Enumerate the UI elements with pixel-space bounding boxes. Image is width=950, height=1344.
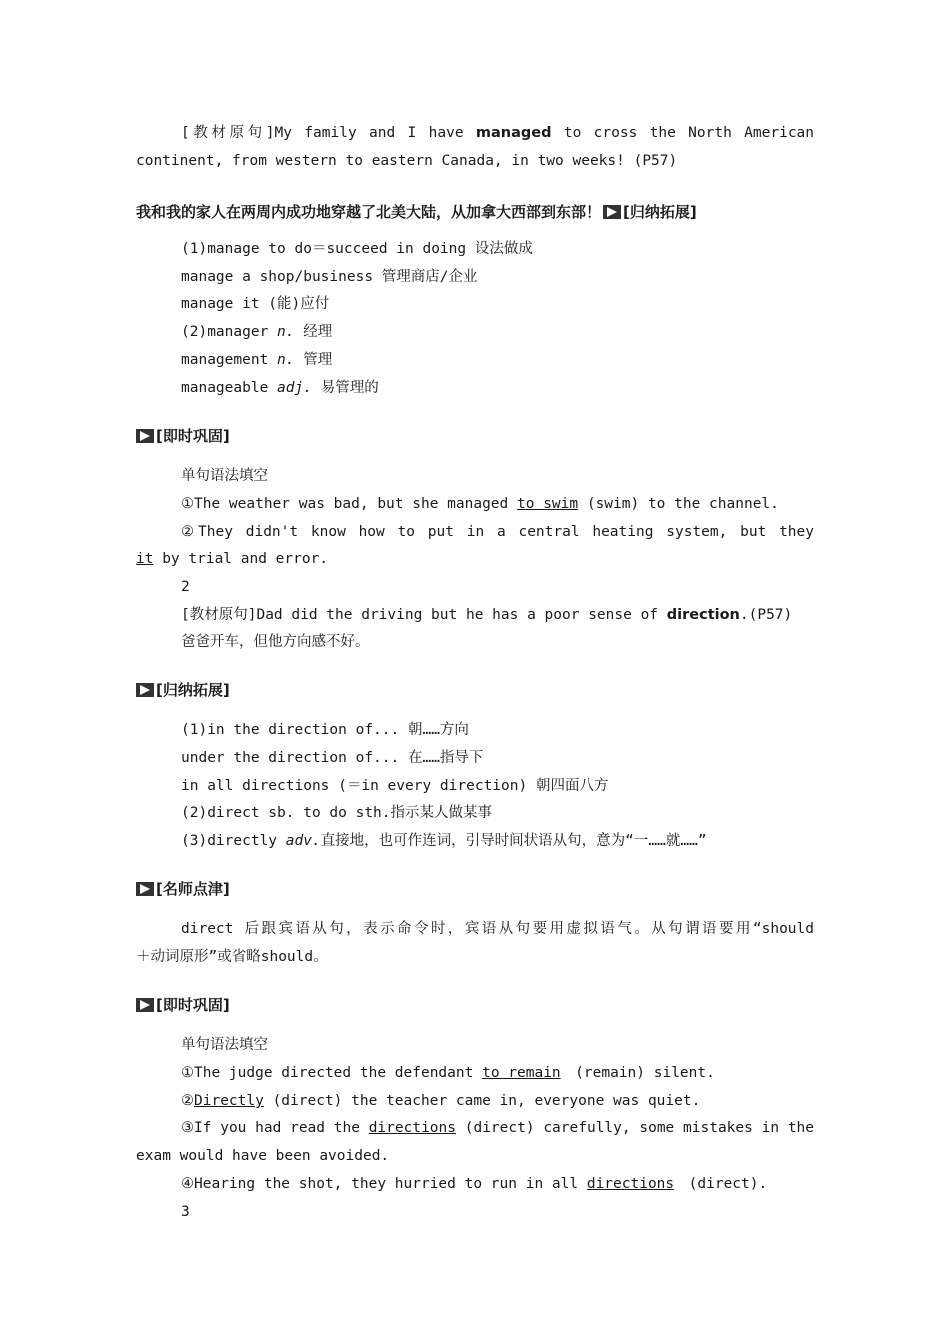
- translation-text: 我和我的家人在两周内成功地穿越了北美大陆，从加拿大西部到东部！: [136, 203, 602, 221]
- word: (2)manager: [181, 324, 269, 340]
- play-triangle-icon: [136, 429, 154, 443]
- section-header-label: [即时巩固]: [156, 427, 230, 445]
- answer: to remain: [482, 1065, 561, 1081]
- item-number: 2: [181, 579, 190, 595]
- section-header-label: [即时巩固]: [156, 996, 230, 1014]
- play-triangle-icon: [136, 882, 154, 896]
- answer: to swim: [517, 496, 579, 512]
- q-text: (direct).: [674, 1176, 768, 1192]
- q-text: (direct) carefully, some mistakes in the: [456, 1120, 814, 1136]
- answer: it: [136, 551, 154, 567]
- textbook-sentence-text-cont: to cross the North American: [563, 125, 814, 141]
- exercise-q1: [181, 494, 779, 514]
- meaning: 易管理的: [320, 380, 379, 396]
- expand-item: (1)manage to do＝succeed in doing 设法做成: [181, 241, 533, 257]
- exercise-task: 单句语法填空: [181, 468, 268, 484]
- part-of-speech: n.: [277, 352, 295, 368]
- section-header-practice: [136, 426, 230, 446]
- section-header-label: [名师点津]: [156, 880, 230, 898]
- play-triangle-icon: [136, 998, 154, 1012]
- q-text: ①The weather was bad, but she managed: [181, 496, 517, 512]
- text: [教材原句]Dad did the driving but he has a poor sense of: [181, 607, 667, 623]
- answer: Directly: [194, 1093, 264, 1109]
- q-text: ②: [181, 1093, 194, 1109]
- exercise-task: 单句语法填空: [181, 1037, 268, 1053]
- answer: directions: [368, 1120, 456, 1136]
- expand-item: under the direction of... 在……指导下: [181, 750, 484, 766]
- expand-item: manage it (能)应付: [181, 296, 330, 312]
- exercise-q3-line1: [136, 1118, 814, 1138]
- tip-line1: direct 后跟宾语从句，表示命令时，宾语从句要用虚拟语气。从句谓语要用“should: [181, 921, 814, 937]
- section-header-practice: [136, 995, 230, 1015]
- part-of-speech: adv.: [285, 833, 321, 849]
- textbook-sentence-line2: continent, from western to eastern Canada, in two weeks! (P57): [136, 153, 678, 169]
- textbook-sentence-line1: [136, 123, 814, 143]
- part-of-speech: adj.: [277, 380, 312, 396]
- translation-text: 爸爸开车，但他方向感不好。: [181, 634, 370, 650]
- expand-item: (1)in the direction of... 朝……方向: [181, 722, 469, 738]
- play-triangle-icon: [136, 683, 154, 697]
- translation-with-header: [136, 202, 697, 222]
- section-header-label: [归纳拓展]: [156, 681, 230, 699]
- exercise-q1: [181, 1063, 715, 1083]
- play-triangle-icon: [603, 205, 621, 219]
- tip-line2: ＋动词原形”或省略should。: [136, 949, 328, 965]
- q-text: ①The judge directed the defendant: [181, 1065, 483, 1081]
- exercise-q2: [181, 1091, 700, 1111]
- textbook-sentence-text: [教材原句]My family and I have: [181, 125, 464, 141]
- section-header-tip: [136, 879, 230, 899]
- expand-item: [181, 322, 332, 342]
- q-text: (swim) to the channel.: [578, 496, 779, 512]
- q-text: by trial and error.: [153, 551, 329, 567]
- expand-item: [181, 378, 379, 398]
- item-number: 3: [181, 1204, 190, 1220]
- q-text: ④Hearing the shot, they hurried to run in all: [181, 1176, 587, 1192]
- text: (3)directly: [181, 833, 286, 849]
- meaning: 管理: [303, 352, 333, 368]
- expand-item: manage a shop/business 管理商店/企业: [181, 269, 478, 285]
- expand-item: (2)direct sb. to do sth.指示某人做某事: [181, 805, 493, 821]
- meaning: 经理: [303, 324, 333, 340]
- exercise-q2-line2: [136, 549, 328, 569]
- expand-item: [181, 350, 332, 370]
- text: 直接地，也可作连词，引导时间状语从句，意为“一……就……”: [320, 833, 707, 849]
- keyword-managed: managed: [475, 125, 552, 141]
- keyword-direction: direction: [666, 607, 740, 623]
- expand-item: [181, 831, 707, 851]
- exercise-q4: [181, 1174, 767, 1194]
- exercise-q3-line2: exam would have been avoided.: [136, 1148, 390, 1164]
- word: management: [181, 352, 269, 368]
- section-header-expand: [归纳拓展]: [623, 203, 697, 221]
- part-of-speech: n.: [277, 324, 295, 340]
- answer: directions: [586, 1176, 675, 1192]
- q-text: (remain) silent.: [560, 1065, 715, 1081]
- exercise-q2-line1: ②They didn't know how to put in a central heating system, but they: [181, 524, 814, 540]
- text: .(P57): [739, 607, 793, 623]
- textbook-sentence: [181, 605, 792, 625]
- q-text: ③If you had read the: [181, 1120, 369, 1136]
- word: manageable: [181, 380, 269, 396]
- expand-item: in all directions (＝in every direction) 朝四面八方: [181, 778, 609, 794]
- section-header-expand: [136, 680, 230, 700]
- q-text: (direct) the teacher came in, everyone was quiet.: [263, 1093, 701, 1109]
